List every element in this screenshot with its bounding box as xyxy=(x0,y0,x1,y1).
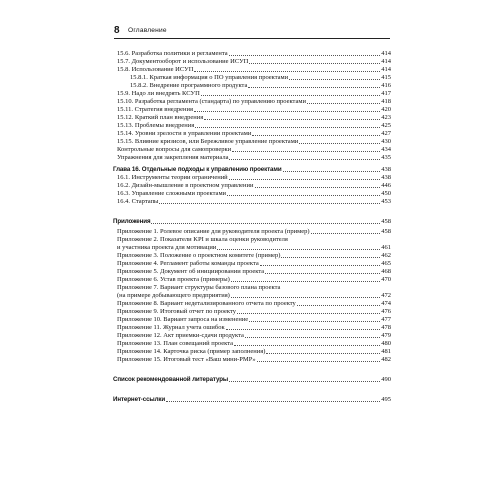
leader-dots xyxy=(248,87,380,88)
toc-entry-page: 461 xyxy=(381,244,391,251)
page-number: 8 xyxy=(114,25,120,36)
leader-dots xyxy=(226,329,381,330)
toc-entry[interactable] xyxy=(117,50,391,58)
leader-dots xyxy=(283,171,381,172)
leader-dots xyxy=(255,187,381,188)
toc-internet-links[interactable] xyxy=(113,396,391,404)
toc-entry-label: Приложение 13. План совещаний проекта xyxy=(117,340,234,347)
toc-entry-page: 468 xyxy=(381,268,391,275)
toc-entry-label: Интернет-ссылки xyxy=(113,396,166,403)
toc-entry[interactable] xyxy=(117,284,391,292)
toc-entry-page: 415 xyxy=(381,74,391,81)
leader-dots xyxy=(252,135,380,136)
toc-entry-label: и участника проекта для мотивации xyxy=(117,244,217,251)
page-header xyxy=(114,22,390,42)
leader-dots xyxy=(231,297,380,298)
leader-dots xyxy=(299,143,380,144)
toc-entry-page: 417 xyxy=(381,90,391,97)
leader-dots xyxy=(260,265,380,266)
toc-entry-label: Приложение 15. Итоговый тест «Ваш мини-PMP» xyxy=(117,356,256,363)
toc-entry[interactable] xyxy=(117,228,391,236)
toc-entry-page: 430 xyxy=(381,138,391,145)
toc-entry-label: (на примере добывающего предприятия) xyxy=(117,292,230,299)
toc-entry-page: 435 xyxy=(381,154,391,161)
toc-entry[interactable] xyxy=(117,122,391,130)
leader-dots xyxy=(257,361,381,362)
section-15-entries xyxy=(117,50,391,162)
toc-entry-label: 15.10. Разработка регламента (стандарта) по управлению проектами xyxy=(117,98,306,105)
toc-entry-page: 420 xyxy=(381,106,391,113)
leader-dots xyxy=(194,111,380,112)
leader-dots xyxy=(227,195,380,196)
toc-literature[interactable] xyxy=(113,376,391,384)
toc-entry-label: 15.7. Документооборот и использование ИСУП xyxy=(117,58,249,65)
toc-chapter-16[interactable] xyxy=(113,166,391,174)
spacer xyxy=(117,384,391,392)
toc-entry-page: 434 xyxy=(381,146,391,153)
table-of-contents xyxy=(113,50,391,404)
toc-entry-page: 481 xyxy=(381,348,391,355)
leader-dots xyxy=(229,159,380,160)
toc-entry[interactable] xyxy=(117,154,391,162)
toc-entry[interactable] xyxy=(117,190,391,198)
toc-entry[interactable] xyxy=(117,316,391,324)
toc-entry-label: Приложение 7. Вариант структуры базового плана проекта xyxy=(117,284,281,291)
toc-entry[interactable] xyxy=(117,58,391,66)
toc-entry[interactable] xyxy=(117,356,391,364)
leader-dots xyxy=(249,63,380,64)
toc-entry-label: 15.13. Проблемы внедрения xyxy=(117,122,195,129)
toc-entry-page: 495 xyxy=(381,396,391,403)
toc-entry-label: Приложение 10. Вариант запроса на изменение xyxy=(117,316,249,323)
toc-entry-page: 453 xyxy=(381,198,391,205)
leader-dots xyxy=(234,345,380,346)
toc-entry-page: 470 xyxy=(381,276,391,283)
toc-entry[interactable] xyxy=(117,292,391,300)
leader-dots xyxy=(249,321,380,322)
leader-dots xyxy=(266,353,380,354)
toc-entry-page: 414 xyxy=(381,66,391,73)
toc-entry-label: 15.8.2. Внедрение программного продукта xyxy=(130,82,248,89)
leader-dots xyxy=(311,233,381,234)
leader-dots xyxy=(245,337,380,338)
toc-entry-label: 15.8.1. Краткая информация о ПО управления проектами xyxy=(130,74,289,81)
toc-entry[interactable] xyxy=(117,90,391,98)
toc-entry-page: 490 xyxy=(381,376,391,383)
toc-entry[interactable] xyxy=(117,244,391,252)
toc-entry-label: Список рекомендованной литературы xyxy=(113,376,229,383)
leader-dots xyxy=(289,79,380,80)
toc-entry[interactable] xyxy=(117,260,391,268)
toc-entry-page: 479 xyxy=(381,332,391,339)
leader-dots xyxy=(217,249,380,250)
toc-entry-label: Глава 16. Отдельные подходы к управлению проектами xyxy=(113,166,282,173)
toc-entry-page: 480 xyxy=(381,340,391,347)
toc-entry[interactable] xyxy=(117,268,391,276)
toc-entry[interactable] xyxy=(117,138,391,146)
toc-entry-label: 16.3. Управление сложными проектами xyxy=(117,190,227,197)
toc-entry[interactable] xyxy=(117,74,391,82)
leader-dots xyxy=(229,381,380,382)
toc-entry-label: Приложение 5. Документ об инициировании проекта xyxy=(117,268,265,275)
toc-entry-page: 465 xyxy=(381,260,391,267)
toc-entry-page: 414 xyxy=(381,58,391,65)
leader-dots xyxy=(166,401,380,402)
toc-entry-label: 15.9. Надо ли внедрять КСУП xyxy=(117,90,200,97)
toc-entry-label: Приложение 4. Регламент работы команды проекта xyxy=(117,260,259,267)
leader-dots xyxy=(281,257,380,258)
toc-entry-label: 15.11. Стратегия внедрения xyxy=(117,106,193,113)
toc-entry[interactable] xyxy=(117,276,391,284)
toc-entry-label: 16.1. Инструменты теории ограничений xyxy=(117,174,228,181)
leader-dots xyxy=(237,313,380,314)
leader-dots xyxy=(194,71,380,72)
leader-dots xyxy=(307,103,380,104)
toc-entry-page: 477 xyxy=(381,316,391,323)
toc-entry-label: Приложение 6. Устав проекта (примеры) xyxy=(117,276,230,283)
toc-entry[interactable] xyxy=(117,146,391,154)
toc-entry[interactable] xyxy=(117,300,391,308)
appendix-entries xyxy=(117,228,391,364)
toc-entry[interactable] xyxy=(117,66,391,74)
toc-entry-label: Упражнения для закрепления материала xyxy=(117,154,229,161)
toc-entry-page: 423 xyxy=(381,114,391,121)
toc-entry[interactable] xyxy=(117,332,391,340)
toc-entry-page: 482 xyxy=(381,356,391,363)
toc-entry[interactable] xyxy=(117,198,391,206)
leader-dots xyxy=(231,281,380,282)
leader-dots xyxy=(204,119,380,120)
toc-entry[interactable] xyxy=(117,114,391,122)
toc-appendix[interactable] xyxy=(113,218,391,226)
toc-entry-page: 478 xyxy=(381,324,391,331)
toc-entry[interactable] xyxy=(117,174,391,182)
toc-entry-page: 474 xyxy=(381,300,391,307)
leader-dots xyxy=(229,55,381,56)
header-rule xyxy=(114,38,390,39)
toc-entry-label: 15.14. Уровни зрелости в управлении проектами xyxy=(117,130,252,137)
toc-entry-page: 438 xyxy=(381,174,391,181)
toc-entry-page: 458 xyxy=(381,228,391,235)
toc-entry-page: 476 xyxy=(381,308,391,315)
section-16-entries xyxy=(117,174,391,206)
toc-entry-label: 15.12. Краткий план внедрения xyxy=(117,114,204,121)
toc-entry[interactable] xyxy=(117,98,391,106)
toc-entry-page: 462 xyxy=(381,252,391,259)
toc-entry-label: Приложение 9. Итоговый отчет по проекту xyxy=(117,308,237,315)
toc-entry-label: Контрольные вопросы для самопроверки xyxy=(117,146,232,153)
toc-entry[interactable] xyxy=(117,340,391,348)
toc-entry-page: 450 xyxy=(381,190,391,197)
leader-dots xyxy=(265,273,380,274)
toc-entry[interactable] xyxy=(117,236,391,244)
leader-dots xyxy=(297,305,380,306)
toc-entry[interactable] xyxy=(117,106,391,114)
spacer xyxy=(117,206,391,214)
toc-entry-page: 472 xyxy=(381,292,391,299)
leader-dots xyxy=(151,223,380,224)
toc-entry-label: Приложение 11. Журнал учета ошибок xyxy=(117,324,225,331)
toc-entry-label: 15.8. Использование ИСУП xyxy=(117,66,194,73)
toc-entry-label: Приложение 12. Акт приемки-сдачи продукта xyxy=(117,332,244,339)
leader-dots xyxy=(201,95,380,96)
toc-entry-page: 458 xyxy=(381,218,391,225)
toc-entry-label: 16.2. Дизайн-мышление в проектном управлении xyxy=(117,182,254,189)
toc-entry-page: 427 xyxy=(381,130,391,137)
toc-entry-label: 15.15. Влияние кризисов, или Бережливое управление проектами xyxy=(117,138,299,145)
toc-entry-page: 414 xyxy=(381,50,391,57)
leader-dots xyxy=(229,179,381,180)
toc-entry-label: Приложение 1. Ролевое описание для руководителя проекта (пример) xyxy=(117,228,310,235)
toc-entry[interactable] xyxy=(117,182,391,190)
toc-entry[interactable] xyxy=(117,252,391,260)
leader-dots xyxy=(195,127,380,128)
toc-entry-page: 416 xyxy=(381,82,391,89)
spacer xyxy=(117,364,391,372)
leader-dots xyxy=(232,151,380,152)
toc-entry-page: 446 xyxy=(381,182,391,189)
toc-entry[interactable] xyxy=(117,82,391,90)
toc-entry-label: Приложение 2. Показатели KPI и шкала оценки руководителя xyxy=(117,236,288,243)
toc-entry[interactable] xyxy=(117,324,391,332)
toc-entry-label: Приложение 14. Карточка риска (пример заполнения) xyxy=(117,348,266,355)
toc-entry-page: 418 xyxy=(381,98,391,105)
toc-entry-label: Приложение 8. Вариант недетализированного отчета по проекту xyxy=(117,300,296,307)
leader-dots xyxy=(159,203,380,204)
running-title: Оглавление xyxy=(128,27,167,34)
toc-entry-label: 16.4. Стартапы xyxy=(117,198,159,205)
toc-entry[interactable] xyxy=(117,348,391,356)
toc-entry-page: 425 xyxy=(381,122,391,129)
toc-entry[interactable] xyxy=(117,130,391,138)
toc-entry-label: Приложения xyxy=(113,218,151,225)
toc-entry[interactable] xyxy=(117,308,391,316)
toc-entry-label: 15.6. Разработка политики и регламента xyxy=(117,50,228,57)
toc-entry-page: 438 xyxy=(381,166,391,173)
toc-entry-label: Приложение 3. Положение о проектном комитете (пример) xyxy=(117,252,281,259)
